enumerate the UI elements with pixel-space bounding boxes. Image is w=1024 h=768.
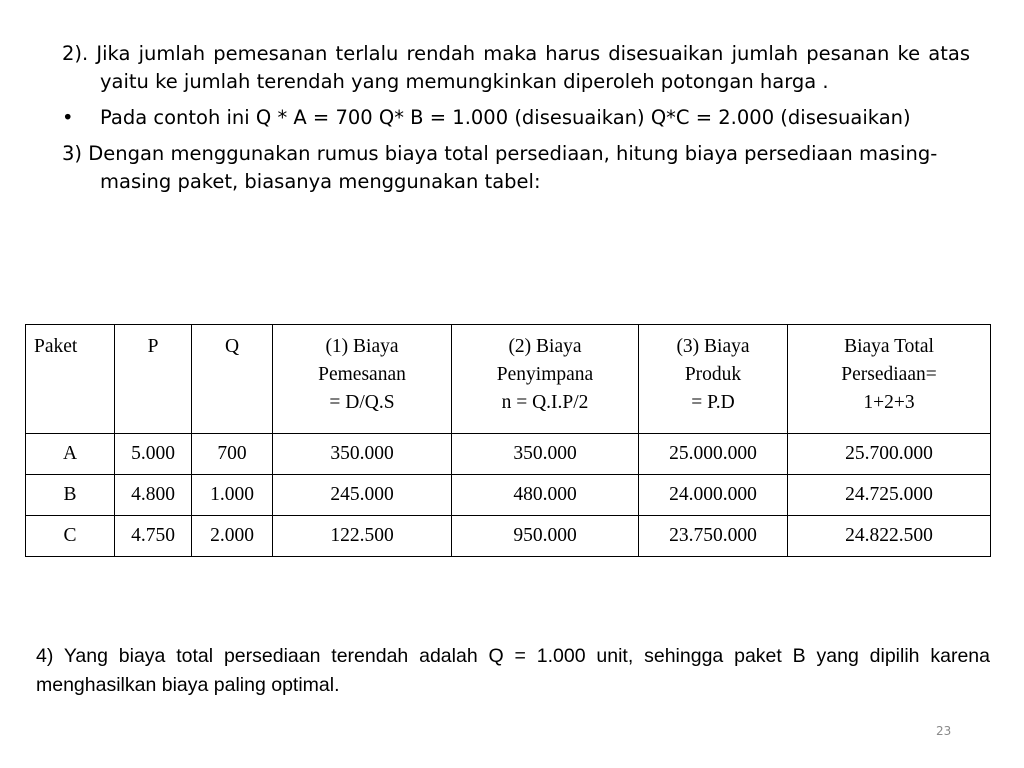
table-row	[26, 434, 991, 475]
table-cell: 5.000	[115, 434, 192, 475]
header-total-cost	[788, 325, 991, 434]
table-cell: A	[26, 434, 115, 475]
table-cell: B	[26, 475, 115, 516]
header-line: Produk	[684, 364, 742, 385]
header-line: = P.D	[691, 392, 735, 413]
table-cell: 2.000	[192, 516, 273, 557]
header-line: (2) Biaya	[508, 336, 582, 357]
header-product-cost	[639, 325, 788, 434]
table-cell: 4.750	[115, 516, 192, 557]
bullet-text: Pada contoh ini Q * A = 700 Q* B = 1.000 (disesuaikan) Q*C = 2.000 (disesuaikan)	[100, 106, 911, 129]
table-cell: 700	[192, 434, 273, 475]
header-q	[192, 325, 273, 434]
table-cell: 25.700.000	[788, 434, 991, 475]
table-cell: 350.000	[452, 434, 639, 475]
table-cell: 24.822.500	[788, 516, 991, 557]
table-cell: 245.000	[273, 475, 452, 516]
header-line: Q	[224, 336, 240, 357]
bullet-icon: •	[62, 106, 74, 129]
table-cell: 24.725.000	[788, 475, 991, 516]
table-cell: 1.000	[192, 475, 273, 516]
header-line: Pemesanan	[318, 364, 406, 385]
table-cell: 950.000	[452, 516, 639, 557]
header-line: (1) Biaya	[325, 336, 399, 357]
header-line: 1+2+3	[863, 392, 915, 413]
slide-body	[62, 40, 970, 204]
header-line: Persediaan=	[841, 364, 937, 385]
header-line: P	[147, 336, 159, 357]
header-line: Paket	[34, 336, 78, 357]
bullet-item	[62, 104, 970, 132]
header-ordering-cost	[273, 325, 452, 434]
header-line: Penyimpana	[496, 364, 594, 385]
header-holding-cost	[452, 325, 639, 434]
table-row	[26, 516, 991, 557]
header-line: n = Q.I.P/2	[501, 392, 589, 413]
header-line: = D/Q.S	[329, 392, 395, 413]
step-4-text: 4) Yang biaya total persediaan terendah adalah Q = 1.000 unit, sehingga paket B yang dipilih karena menghasilkan biaya paling optimal.	[36, 644, 990, 696]
table-cell: 122.500	[273, 516, 452, 557]
table-row	[26, 475, 991, 516]
header-p	[115, 325, 192, 434]
table-header-row	[26, 325, 991, 434]
header-line: Biaya Total	[844, 336, 934, 357]
table-cell: 25.000.000	[639, 434, 788, 475]
header-paket	[26, 325, 115, 434]
step-2-text: 2). Jika jumlah pemesanan terlalu rendah maka harus disesuaikan jumlah pesanan ke atas yaitu ke jumlah terendah yang memungkinkan diperoleh potongan harga .	[62, 42, 970, 93]
table-cell: C	[26, 516, 115, 557]
table-cell: 23.750.000	[639, 516, 788, 557]
table-cell: 24.000.000	[639, 475, 788, 516]
table-cell: 4.800	[115, 475, 192, 516]
header-line: (3) Biaya	[676, 336, 750, 357]
table-cell: 350.000	[273, 434, 452, 475]
table-cell: 480.000	[452, 475, 639, 516]
page-number: 23	[936, 724, 952, 738]
inventory-cost-table	[25, 324, 991, 557]
step-3-text: 3) Dengan menggunakan rumus biaya total persediaan, hitung biaya persediaan masing-masing paket, biasanya menggunakan tabel:	[62, 142, 938, 193]
